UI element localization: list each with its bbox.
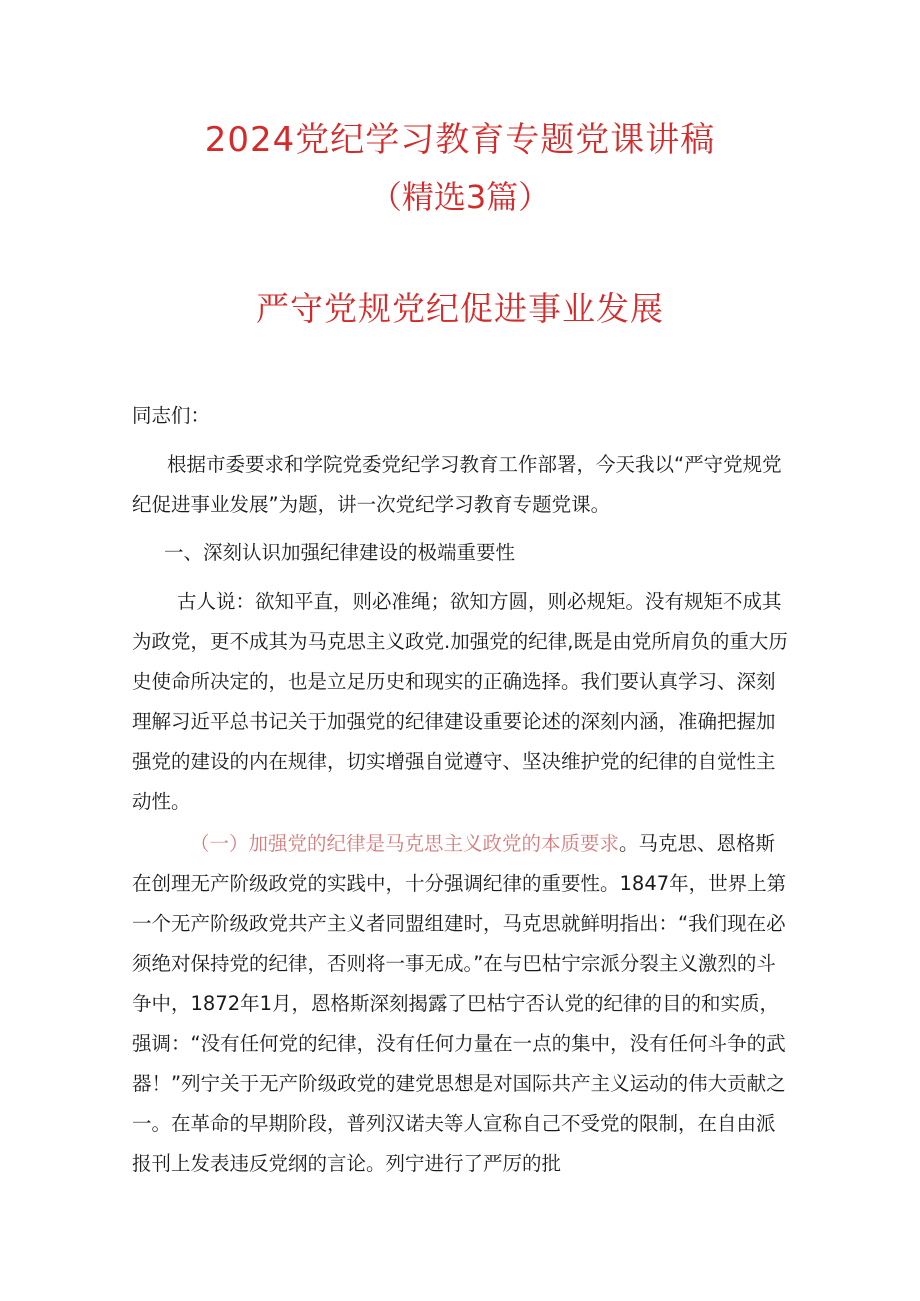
salutation: 同志们： (132, 404, 211, 427)
document-title-suffix: （精选3篇） (369, 178, 551, 216)
subsection-heading: （一）加强党的纪律是马克思主义政党的本质要求 (190, 832, 620, 855)
document-title: 2024党纪学习教育专题党课讲稿 (204, 120, 716, 160)
body-paragraph-subsection (132, 824, 792, 1184)
lecture-subtitle: 严守党规党纪促进事业发展 (256, 289, 664, 328)
subsection-body: 。马克思、恩格斯在创理无产阶级政党的实践中，十分强调纪律的重要性。1847年，世界上第一个无产阶级政党共产主义者同盟组建时，马克思就鲜明指出：“我们现在必须绝对保持党的纪律，否则将一事无成。”在与巴枯宁宗派分裂主义激烈的斗争中，1872年1月，恩格斯深刻揭露了巴枯宁否认党的纪律的目的和实质，强调：“没有任何党的纪律，没有任何力量在一点的集中，没有任何斗争的武器！”列宁关于无产阶级政党的建党思想是对国际共产主义运动的伟大贡献之一。在革命的早期阶段，普列汉诺夫等人宣称自己不受党的限制，在自由派报刊上发表违反党纲的言论。列宁进行了严厉的批 (132, 832, 787, 1175)
body-paragraph: 古人说：欲知平直，则必准绳；欲知方圆，则必规矩。没有规矩不成其为政党，更不成其为马克思主义政党.加强党的纪律,既是由党所肩负的重大历史使命所决定的，也是立足历史和现实的正确选择。我们要认真学习、深刻理解习近平总书记关于加强党的纪律建设重要论述的深刻内涵，准确把握加强党的建设的内在规律，切实增强自觉遵守、坚决维护党的纪律的自觉性主动性。 (132, 590, 788, 813)
section-heading: 一、深刻认识加强纪律建设的极端重要性 (164, 541, 516, 564)
intro-paragraph: 根据市委要求和学院党委党纪学习教育工作部署，今天我以“严守党规党纪促进事业发展”为题，讲一次党纪学习教育专题党课。 (132, 453, 782, 516)
